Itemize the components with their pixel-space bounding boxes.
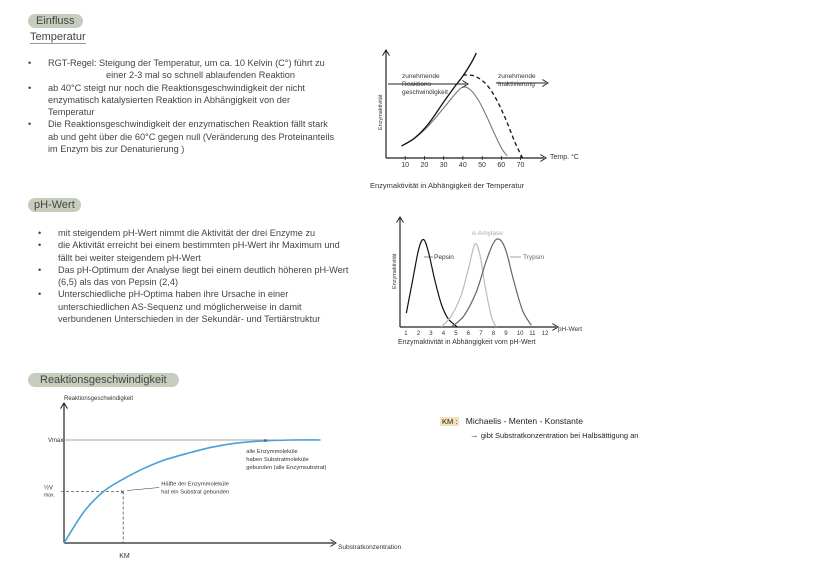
temperature-list-text: enzymatisch katalysierten Reaktion in Abhängigkeit von der (48, 94, 291, 105)
x-tick-label: 2 (416, 331, 421, 337)
y-tick-label: Vmax (48, 438, 64, 444)
x-tick-label: 12 (541, 331, 549, 337)
x-axis-label: Substratkonzentration (338, 544, 402, 551)
x-axis-label: Temp. °C (550, 154, 579, 161)
km-title: Michaelis - Menten - Konstante (465, 416, 583, 426)
ph-list-text: fällt bei weiter steigendem pH-Wert (58, 252, 201, 263)
chart-caption: Enzymaktivität in Abhängigkeit vom pH-Wert (398, 339, 536, 346)
km-text: gibt Substratkonzentration bei Halbsättigung an (480, 431, 639, 440)
series-label: α-Amylase (472, 230, 503, 237)
temperature-list-text: Temperatur (48, 107, 95, 118)
annotation-text: hat ein Substrat gebunden (161, 489, 230, 496)
annotation-text: zunehmende (498, 73, 536, 80)
y-tick-label: max. (44, 492, 55, 499)
x-tick-label: 70 (516, 162, 525, 169)
x-tick-label: 5 (454, 331, 458, 337)
bullet-icon: • (38, 264, 42, 275)
annotation-text: haben Substratmoleküle (246, 457, 309, 463)
x-tick-label: KM (119, 553, 130, 560)
series-label: Pepsin (434, 254, 454, 261)
section-heading-reaktion: Reaktionsgeschwindigkeit (28, 373, 179, 387)
x-tick-label: 1 (404, 331, 408, 337)
temperature-list-text: RGT-Regel: Steigung der Temperatur, um ca. 10 Kelvin (C°) führt zu (48, 58, 325, 68)
annotation-text: alle Enzymmoleküle (246, 449, 298, 455)
annotation-text: Inaktivierung (498, 81, 535, 88)
annotation-text: zunehmende (402, 73, 440, 80)
y-axis-label: Enzymaktivität (378, 94, 384, 130)
annotation-arrow (127, 488, 159, 491)
x-tick-label: 50 (478, 162, 486, 169)
x-tick-label: 40 (458, 162, 467, 169)
x-tick-label: 9 (504, 331, 508, 337)
ph-list-text: Unterschiedliche pH-Optima haben ihre Ursache in einer (58, 289, 289, 300)
x-tick-label: 10 (401, 162, 410, 169)
x-tick-label: 7 (479, 331, 483, 337)
temperature-list-text: ab 40°C steigt nur noch die Reaktionsgeschwindigkeit der nicht (48, 82, 305, 93)
point-mark: × (120, 489, 125, 497)
x-tick-label: 11 (529, 331, 536, 337)
km-label: KM : (442, 417, 458, 426)
temperature-list-text: einer 2-3 mal so schnell ablaufenden Reaktion (106, 70, 295, 81)
series-label: Trypsin (523, 254, 545, 261)
bullet-icon: • (38, 289, 42, 300)
annotation-text: Hälfte der Enzymmoleküle (161, 481, 229, 488)
section-heading-einfluss: Einfluss (28, 14, 83, 28)
annotation-text: geschwindigkeit (402, 89, 448, 96)
annotation-text: gebunden (alle Enzymsubstrat) (246, 465, 327, 471)
x-tick-label: 8 (491, 331, 496, 337)
bullet-icon: • (28, 119, 32, 130)
ph-list-text: Das pH-Optimum der Analyse liegt bei einem deutlich höheren pH-Wert (58, 264, 349, 275)
temperature-list-text: ab und geht über die 60°C gegen null (Veränderung des Proteinanteils (48, 131, 335, 142)
km-note (440, 416, 740, 440)
ph-list-text: die Aktivität erreicht bei einem bestimmten pH-Wert ihr Maximum und (58, 240, 340, 251)
bullet-icon: • (38, 240, 42, 251)
x-tick-label: 60 (497, 162, 506, 169)
y-axis-label: Reaktionsgeschwindigkeit (64, 396, 134, 402)
y-tick-label: ½V (44, 485, 54, 492)
ph-list-text: unterschiedlichen AS-Sequenz und möglicherweise in damit (58, 301, 302, 312)
section-heading-ph: pH-Wert (28, 198, 81, 212)
point-mark: × (263, 438, 268, 445)
bullet-icon: • (38, 228, 42, 238)
ph-list-text: (6,5) als das von Pepsin (2,4) (58, 277, 179, 288)
ph-list-text: mit steigendem pH-Wert nimmt die Aktivität der drei Enzyme zu (58, 228, 316, 238)
x-tick-label: 4 (441, 331, 446, 337)
y-axis-label: Enzymaktivität (392, 253, 398, 289)
x-tick-label: 6 (466, 331, 471, 337)
bullet-icon: • (28, 82, 32, 93)
x-tick-label: 20 (420, 162, 429, 169)
subheading-temperatur: Temperatur (30, 31, 86, 43)
x-tick-label: 3 (429, 331, 433, 337)
temperature-list-text: Die Reaktionsgeschwindigkeit der enzymatischen Reaktion fällt stark (48, 119, 328, 130)
bullet-icon: • (28, 58, 32, 68)
temperature-list-text: im Enzym bis zur Denaturierung ) (48, 144, 185, 155)
annotation-text: Reaktions- (402, 81, 434, 88)
chart-caption: Enzymaktivität in Abhängigkeit der Temperatur (370, 181, 525, 190)
ph-list-text: verbundenen Unterschieden in der Sekundär- und Tertiärstruktur (58, 314, 321, 325)
x-axis-label: pH-Wert (558, 326, 583, 333)
x-tick-label: 10 (516, 331, 524, 337)
arrow-icon: → (470, 430, 479, 440)
x-tick-label: 30 (439, 162, 448, 169)
